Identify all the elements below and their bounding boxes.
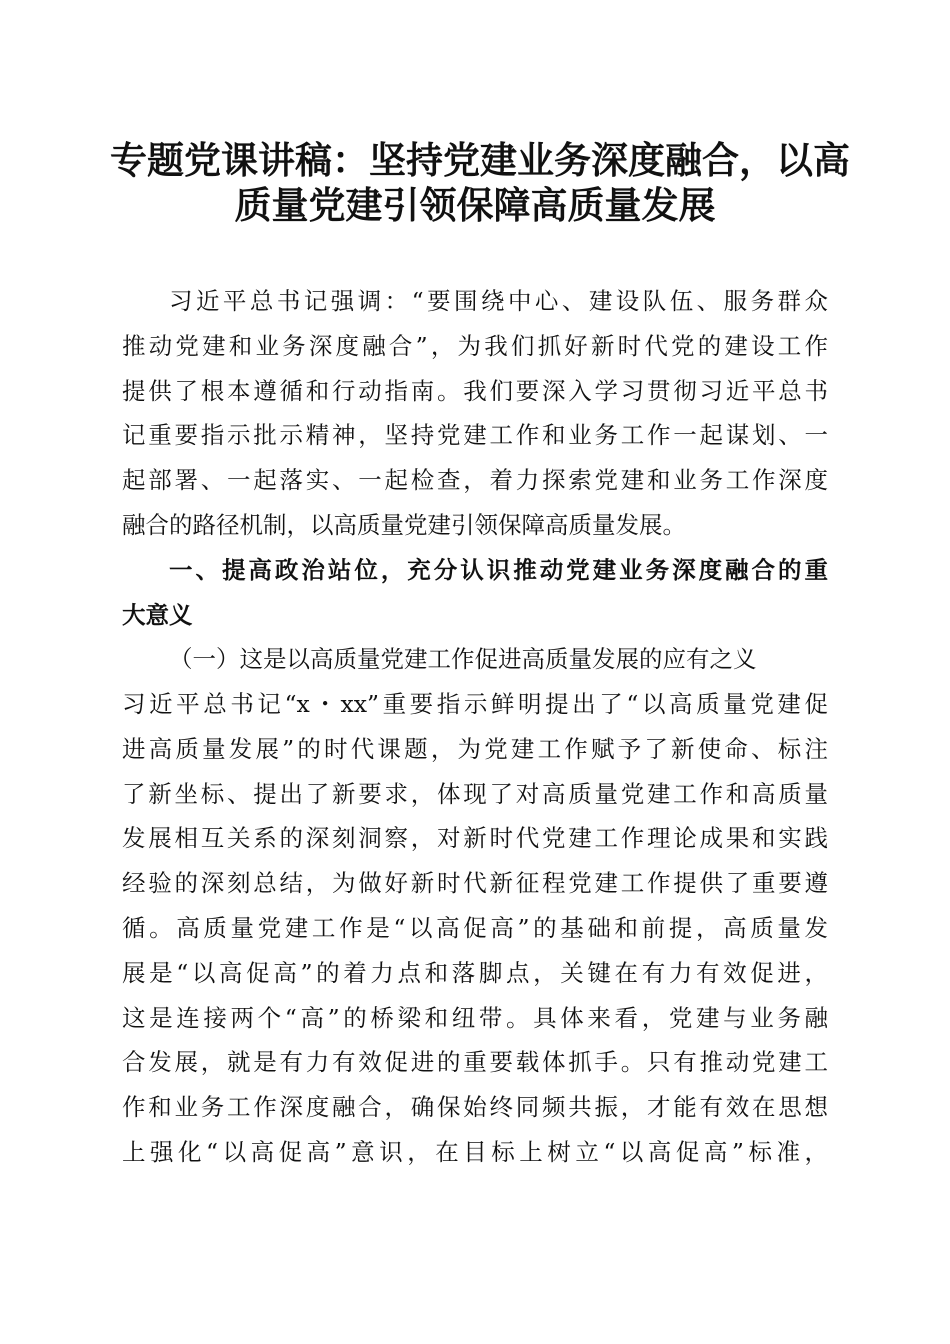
section-heading-line: 一、提高政治站位，充分认识推动党建业务深度融合的重 — [169, 556, 828, 584]
subsection-1-paragraph — [122, 682, 828, 1175]
document-title-line-1: 专题党课讲稿：坚持党建业务深度融合，以高 — [110, 138, 850, 182]
body-line: 这是连接两个“高”的桥梁和纽带。具体来看，党建与业务融 — [122, 1003, 828, 1032]
intro-line: 融合的路径机制，以高质量党建引领保障高质量发展。 — [122, 510, 686, 539]
section-heading-line: 大意义 — [122, 600, 193, 629]
intro-line: 起部署、一起落实、一起检查，着力探索党建和业务工作深度 — [122, 466, 828, 495]
intro-line: 推动党建和业务深度融合”，为我们抓好新时代党的建设工作 — [122, 331, 828, 360]
body-line: 上强化“以高促高”意识，在目标上树立“以高促高”标准， — [122, 1137, 828, 1166]
intro-line: 提供了根本遵循和行动指南。我们要深入学习贯彻习近平总书 — [122, 376, 828, 405]
body-line: 作和业务工作深度融合，确保始终同频共振，才能有效在思想 — [122, 1093, 828, 1122]
body-line: 进高质量发展”的时代课题，为党建工作赋予了新使命、标注 — [122, 734, 828, 763]
intro-paragraph — [122, 279, 828, 548]
body-line: 经验的深刻总结，为做好新时代新征程党建工作提供了重要遵 — [122, 869, 828, 898]
body-line: 展是“以高促高”的着力点和落脚点，关键在有力有效促进， — [122, 958, 828, 987]
document-title-line-2: 质量党建引领保障高质量发展 — [234, 183, 716, 227]
body-line: 了新坐标、提出了新要求，体现了对高质量党建工作和高质量 — [122, 779, 828, 808]
body-line: 习近平总书记“x・xx”重要指示鲜明提出了“以高质量党建促 — [122, 690, 828, 718]
body-line: 合发展，就是有力有效促进的重要载体抓手。只有推动党建工 — [122, 1048, 828, 1077]
intro-line: 记重要指示批示精神，坚持党建工作和业务工作一起谋划、一 — [122, 421, 828, 450]
body-line: 发展相互关系的深刻洞察，对新时代党建工作理论成果和实践 — [122, 824, 828, 853]
section-1-heading — [122, 548, 828, 638]
intro-line: 习近平总书记强调：“要围绕中心、建设队伍、服务群众 — [169, 287, 828, 315]
body-line: 循。高质量党建工作是“以高促高”的基础和前提，高质量发 — [122, 913, 828, 942]
subsection-1-heading: （一）这是以高质量党建工作促进高质量发展的应有之义 — [169, 645, 757, 673]
